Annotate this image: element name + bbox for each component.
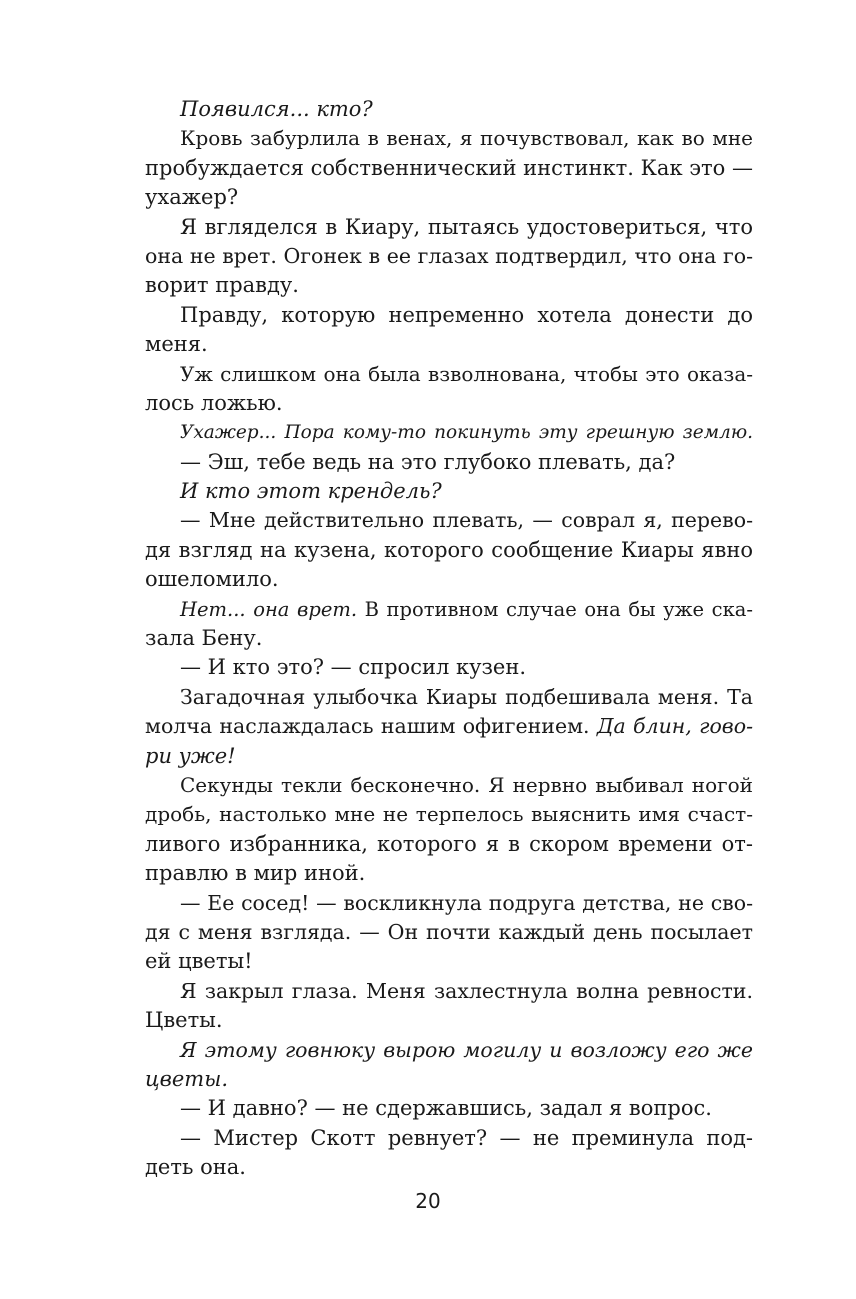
text-line [145,1065,753,1094]
text-segment: — И кто это? — спросил кузен. [180,655,527,680]
text-segment: дробь, настолько мне не терпелось выяснить имя счаст- [145,802,753,827]
text-line [145,918,753,947]
body-text [145,95,753,1182]
text-segment: пробуждается собственнический инстинкт. Как это — [145,155,753,180]
text-line [145,1153,753,1182]
italic-text: Появился... кто? [180,97,373,121]
text-line [145,506,753,535]
text-line [145,624,753,653]
text-segment: ворит правду. [145,273,299,298]
text-segment: молча наслаждалась нашим офигением. [145,714,597,739]
text-segment: Цветы. [145,1008,223,1033]
text-segment: Я закрыл глаза. Меня захлестнула волна ревности. [180,978,753,1003]
text-line [145,477,753,506]
italic-text: ри уже! [145,743,236,768]
text-line [145,213,753,242]
page-number: 20 [415,1189,441,1213]
italic-text: Я этому говнюку вырою могилу и возложу его же [180,1037,753,1062]
text-segment: дя взгляд на кузена, которого сообщение Киары явно [145,537,753,562]
text-line [145,683,753,712]
text-line [145,418,753,447]
text-line [145,1124,753,1153]
text-segment: В противном случае она бы уже ска- [357,597,753,621]
text-line [145,595,753,624]
text-line [145,448,753,477]
text-line [145,124,753,153]
text-segment: ливого избранника, которого я в скором времени от- [145,831,753,856]
text-segment: лось ложью. [145,390,283,415]
text-segment: Секунды текли бесконечно. Я нервно выбивал ногой [180,772,753,797]
text-line [145,565,753,594]
text-segment: дя с меня взгляда. — Он почти каждый день посылает [145,919,753,944]
text-line [145,859,753,888]
text-line [145,742,753,771]
text-line [145,95,753,124]
text-line [145,301,753,330]
italic-text: Нет... она врет. [180,597,358,621]
text-line [145,1006,753,1035]
text-segment: меня. [145,332,208,357]
text-line [145,771,753,800]
text-segment: Уж слишком она была взволнована, чтобы это оказа- [180,361,753,386]
text-segment: Правду, которую непременно хотела донести до [180,302,753,327]
text-segment: зала Бену. [145,626,263,651]
italic-text: цветы. [145,1066,228,1091]
text-line [145,271,753,300]
text-segment: — Мне действительно плевать, — соврал я, перево- [180,508,753,533]
text-line [145,360,753,389]
text-line [145,536,753,565]
text-line [145,977,753,1006]
text-line [145,830,753,859]
text-line [145,154,753,183]
text-line [145,242,753,271]
text-segment: ошеломило. [145,567,279,592]
text-line [145,1094,753,1123]
text-line [145,800,753,829]
text-line [145,183,753,212]
italic-text: И кто этот крендель? [180,479,442,504]
text-segment: — И давно? — не сдержавшись, задал я вопрос. [180,1096,712,1121]
text-line [145,389,753,418]
text-line [145,1036,753,1065]
text-segment: — Мистер Скотт ревнует? — не преминула под- [180,1125,753,1150]
italic-text: Да блин, гово- [596,714,753,739]
text-segment: правлю в мир иной. [145,861,366,886]
text-segment: Я вгляделся в Киару, пытаясь удостовериться, что [180,214,753,239]
text-line [145,653,753,682]
text-segment: Кровь забурлила в венах, я почувствовал, как во мне [180,126,753,151]
text-segment: ей цветы! [145,949,253,974]
text-segment: Загадочная улыбочка Киары подбешивала меня. Та [180,684,753,709]
text-line [145,947,753,976]
text-line [145,889,753,918]
text-line [145,330,753,359]
text-segment: — Ее сосед! — воскликнула подруга детства, не сво- [180,890,753,915]
text-line [145,712,753,741]
text-segment: она не врет. Огонек в ее глазах подтвердил, что она го- [145,243,753,268]
text-segment: ухажер? [145,185,239,210]
text-segment: деть она. [145,1155,246,1180]
text-segment: — Эш, тебе ведь на это глубоко плевать, да? [180,449,676,474]
italic-text: Ухажер... Пора кому-то покинуть эту грешную землю. [180,422,753,444]
